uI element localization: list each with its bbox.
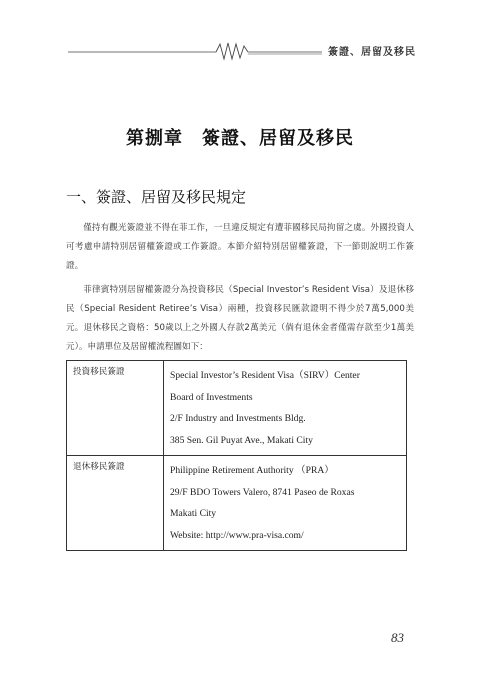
address-line: 29/F BDO Towers Valero, 8741 Paseo de Roxas [170,486,355,498]
address-line: Board of Investments [170,391,253,403]
chapter-title: 第捌章 簽證、居留及移民 [126,128,354,149]
page-number: 83 [391,630,404,645]
table-cell-value [164,456,407,551]
paragraph: 僅持有觀光簽證並不得在菲工作，一旦違反規定有遭菲國移民局拘留之虞。外國投資人可考慮申請特別居留權簽證或工作簽證。本節介紹特別居留權簽證，下一節則說明工作簽證。 [66,223,414,272]
section-title: 一、簽證、居留及移民規定 [66,188,247,206]
body-text [66,219,414,357]
address-line: Makati City [170,508,217,519]
address-line: 2/F Industry and Investments Bldg. [170,413,306,424]
table-cell-label: 投資移民簽證 [67,361,164,456]
paragraph: 菲律賓特別居留權簽證分為投資移民（Special Investor’s Resident Visa）及退休移民（Special Resident Retiree’s Visa）兩種，投資移民匯款證明不得少於7萬5,000美元。退休移民之資格：50歲以上之外國人存款2萬美元（倘有退休金者僅需存款至少1萬美元）。申請單位及居留權流程圖如下： [66,284,414,353]
header-title: 簽證、居留及移民 [322,43,416,58]
address-line: 385 Sen. Gil Puyat Ave., Makati City [170,434,313,446]
table-row [67,456,407,551]
website-link[interactable]: Website: http://www.pra-visa.com/ [170,529,304,541]
application-offices-table [66,360,407,551]
table-cell-value [164,361,407,456]
address-line: Philippine Retirement Authority （PRA） [170,465,334,476]
table-row [67,361,407,456]
running-header [68,40,416,62]
address-line: Special Investor’s Resident Visa（SIRV）Center [170,370,360,381]
table-cell-label: 退休移民簽證 [67,456,164,551]
